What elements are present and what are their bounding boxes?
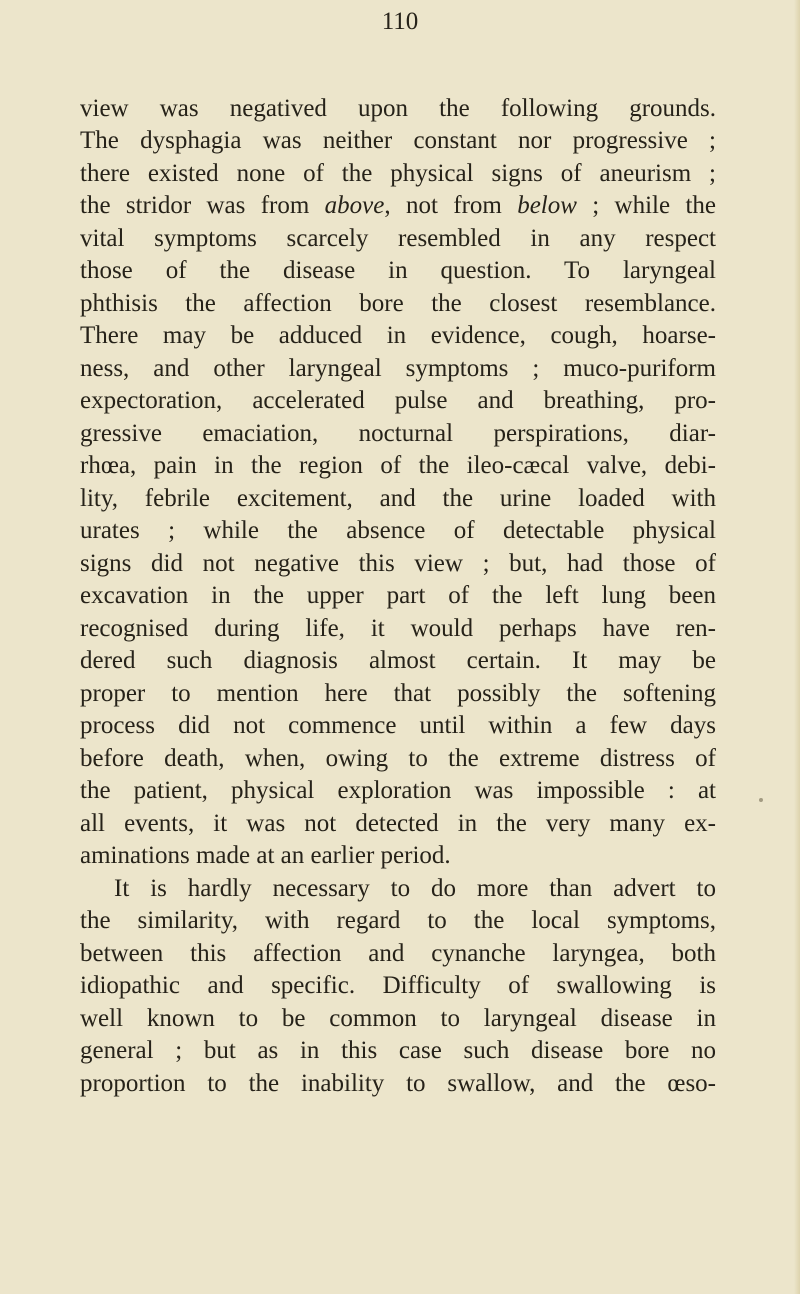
text-line-8: There may be adduced in evidence, cough, hoarse-	[80, 322, 716, 349]
text-segment: ; while the	[576, 192, 716, 219]
text-line-31: proportion to the inability to swallow, and the œso-	[80, 1070, 716, 1097]
text-line-10: expectoration, accelerated pulse and breathing, pro-	[80, 387, 716, 414]
text-line-29: well known to be common to laryngeal disease in	[80, 1005, 716, 1032]
text-segment: , not from	[384, 192, 518, 219]
text-line-28: idiopathic and specific. Difficulty of swallowing is	[80, 972, 716, 999]
text-line-13: lity, febrile excitement, and the urine loaded with	[80, 485, 716, 512]
text-line-15: signs did not negative this view ; but, had those of	[80, 550, 716, 577]
text-line-20: process did not commence until within a few days	[80, 712, 716, 739]
text-line-4	[80, 190, 716, 222]
text-line-26: the similarity, with regard to the local symptoms,	[80, 907, 716, 934]
text-line-11: gressive emaciation, nocturnal perspirations, diar-	[80, 420, 716, 447]
text-line-30: general ; but as in this case such disease bore no	[80, 1037, 716, 1064]
page-number: 110	[381, 8, 419, 35]
text-line-12: rhœa, pain in the region of the ileo-cæcal valve, debi-	[80, 452, 716, 479]
text-line-5: vital symptoms scarcely resembled in any respect	[80, 225, 716, 252]
text-line-19: proper to mention here that possibly the softening	[80, 680, 716, 707]
text-line-24: aminations made at an earlier period.	[80, 842, 451, 869]
text-line-18: dered such diagnosis almost certain. It may be	[80, 647, 716, 674]
text-line-3: there existed none of the physical signs of aneurism ;	[80, 160, 716, 187]
text-line-6: those of the disease in question. To laryngeal	[80, 257, 716, 284]
text-line-16: excavation in the upper part of the left lung been	[80, 582, 716, 609]
text-line-2: The dysphagia was neither constant nor progressive ;	[80, 127, 716, 154]
text-line-23: all events, it was not detected in the very many ex-	[80, 810, 716, 837]
text-line-25: It is hardly necessary to do more than advert to	[114, 875, 716, 902]
text-line-9: ness, and other laryngeal symptoms ; muco-puriform	[80, 355, 716, 382]
text-line-17: recognised during life, it would perhaps have ren-	[80, 615, 716, 642]
text-segment: the stridor was from	[80, 192, 325, 219]
italic-word-below: below	[517, 192, 577, 219]
text-line-7: phthisis the affection bore the closest resemblance.	[80, 290, 716, 317]
italic-word-above: above	[324, 192, 385, 219]
text-line-1: view was negatived upon the following grounds.	[80, 95, 716, 122]
text-line-22: the patient, physical exploration was impossible : at	[80, 777, 716, 804]
text-line-21: before death, when, owing to the extreme distress of	[80, 745, 716, 772]
print-speck	[759, 798, 763, 802]
text-line-27: between this affection and cynanche laryngea, both	[80, 940, 716, 967]
text-line-14: urates ; while the absence of detectable physical	[80, 517, 716, 544]
page-edge-shadow	[794, 0, 800, 1294]
